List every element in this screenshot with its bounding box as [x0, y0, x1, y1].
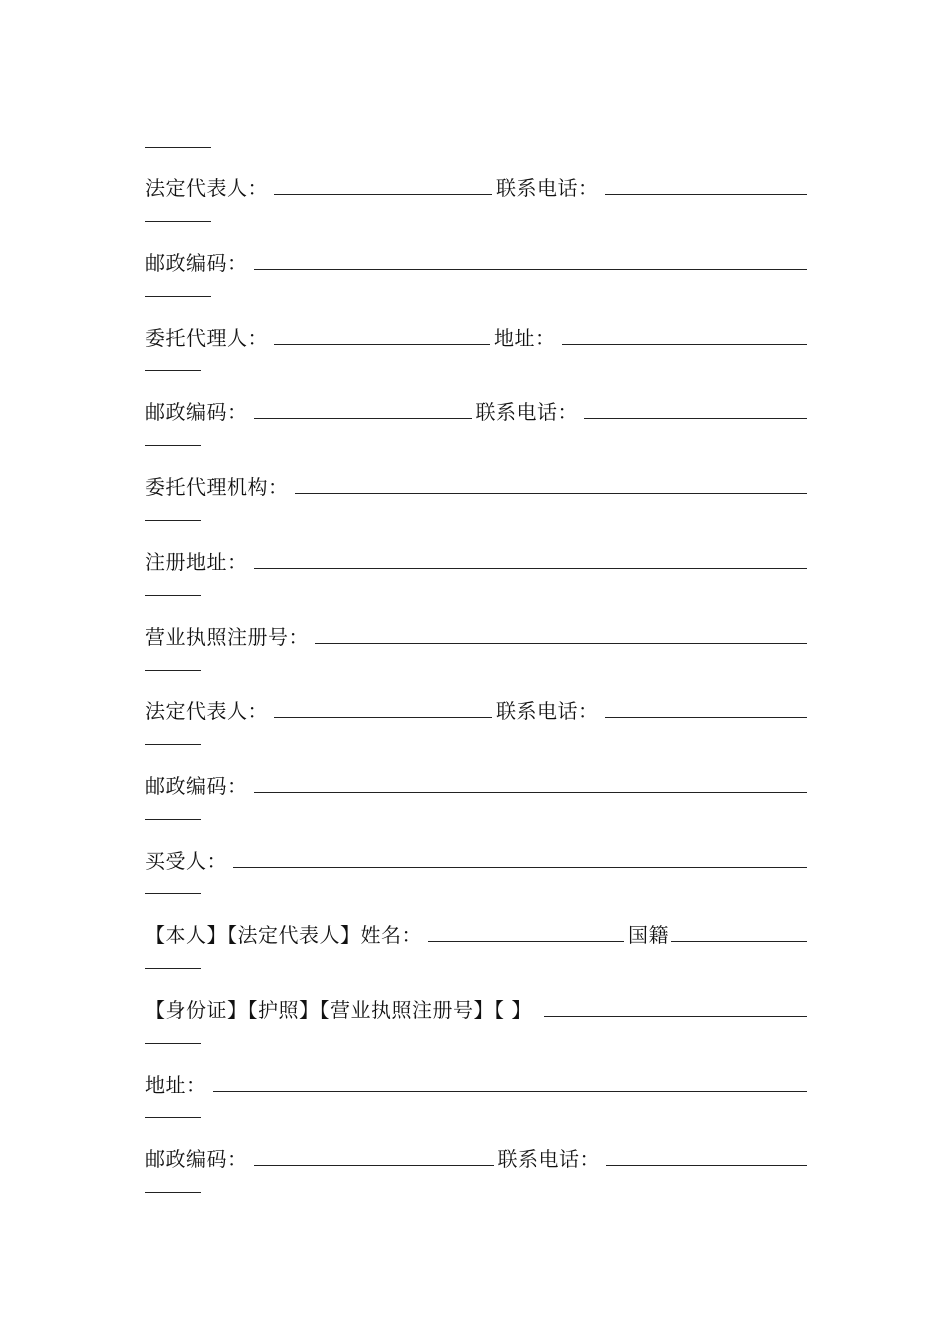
- nationality-label: 国籍: [628, 923, 669, 947]
- continuation-blank: [145, 296, 211, 297]
- continuation-blank: [145, 1043, 201, 1044]
- continuation-blank: [145, 1117, 201, 1118]
- phone-blank: [584, 418, 807, 419]
- reg-address-label: 注册地址：: [145, 550, 248, 574]
- name-blank: [428, 941, 624, 942]
- continuation-blank: [145, 520, 201, 521]
- legal-rep-row: [145, 170, 807, 200]
- postcode-label: 邮政编码：: [145, 1147, 248, 1171]
- phone-label: 联系电话：: [475, 400, 578, 424]
- continuation-blank: [145, 221, 211, 222]
- postcode-blank: [254, 792, 808, 793]
- reg-address-blank: [254, 568, 808, 569]
- id-type-row: [145, 992, 807, 1022]
- postcode-row: [145, 768, 807, 798]
- continuation-blank: [145, 147, 211, 148]
- phone-label: 联系电话：: [496, 176, 599, 200]
- phone-label: 联系电话：: [496, 699, 599, 723]
- phone-blank: [605, 194, 808, 195]
- address-blank: [562, 344, 808, 345]
- postcode-blank: [254, 269, 808, 270]
- address-label: 地址：: [145, 1073, 207, 1097]
- address-label: 地址：: [494, 326, 556, 350]
- address-blank: [213, 1091, 808, 1092]
- continuation-blank: [145, 595, 201, 596]
- postcode-label: 邮政编码：: [145, 400, 248, 424]
- buyer-blank: [233, 867, 807, 868]
- legal-rep-blank: [274, 717, 492, 718]
- legal-rep-label: 法定代表人：: [145, 176, 268, 200]
- buyer-postcode-row: [145, 1141, 807, 1171]
- agent-blank: [274, 344, 490, 345]
- agency-row: [145, 469, 807, 499]
- phone-label: 联系电话：: [497, 1147, 600, 1171]
- nationality-blank: [671, 941, 807, 942]
- continuation-blank: [145, 370, 201, 371]
- name-label: 【本人】【法定代表人】姓名：: [145, 923, 422, 947]
- id-type-label: 【身份证】【护照】【营业执照注册号】【 】: [145, 998, 532, 1022]
- address-row: [145, 1067, 807, 1097]
- name-row: [145, 917, 807, 947]
- reg-address-row: [145, 544, 807, 574]
- buyer-label: 买受人：: [145, 849, 227, 873]
- agent-row: [145, 320, 807, 350]
- agent-label: 委托代理人：: [145, 326, 268, 350]
- continuation-blank: [145, 670, 201, 671]
- continuation-blank: [145, 1192, 201, 1193]
- license-row: [145, 619, 807, 649]
- continuation-blank: [145, 744, 201, 745]
- postcode-label: 邮政编码：: [145, 251, 248, 275]
- postcode-label: 邮政编码：: [145, 774, 248, 798]
- postcode-blank: [254, 1165, 494, 1166]
- postcode-blank: [254, 418, 472, 419]
- license-blank: [315, 643, 807, 644]
- id-number-blank: [544, 1016, 807, 1017]
- continuation-blank: [145, 445, 201, 446]
- license-label: 营业执照注册号：: [145, 625, 309, 649]
- legal-rep-row: [145, 693, 807, 723]
- agent-postcode-row: [145, 394, 807, 424]
- agency-label: 委托代理机构：: [145, 475, 289, 499]
- continuation-blank: [145, 819, 201, 820]
- continuation-blank: [145, 968, 201, 969]
- legal-rep-label: 法定代表人：: [145, 699, 268, 723]
- buyer-row: [145, 843, 807, 873]
- continuation-blank: [145, 893, 201, 894]
- phone-blank: [606, 1165, 807, 1166]
- postcode-row: [145, 245, 807, 275]
- phone-blank: [605, 717, 808, 718]
- legal-rep-blank: [274, 194, 492, 195]
- agency-blank: [295, 493, 808, 494]
